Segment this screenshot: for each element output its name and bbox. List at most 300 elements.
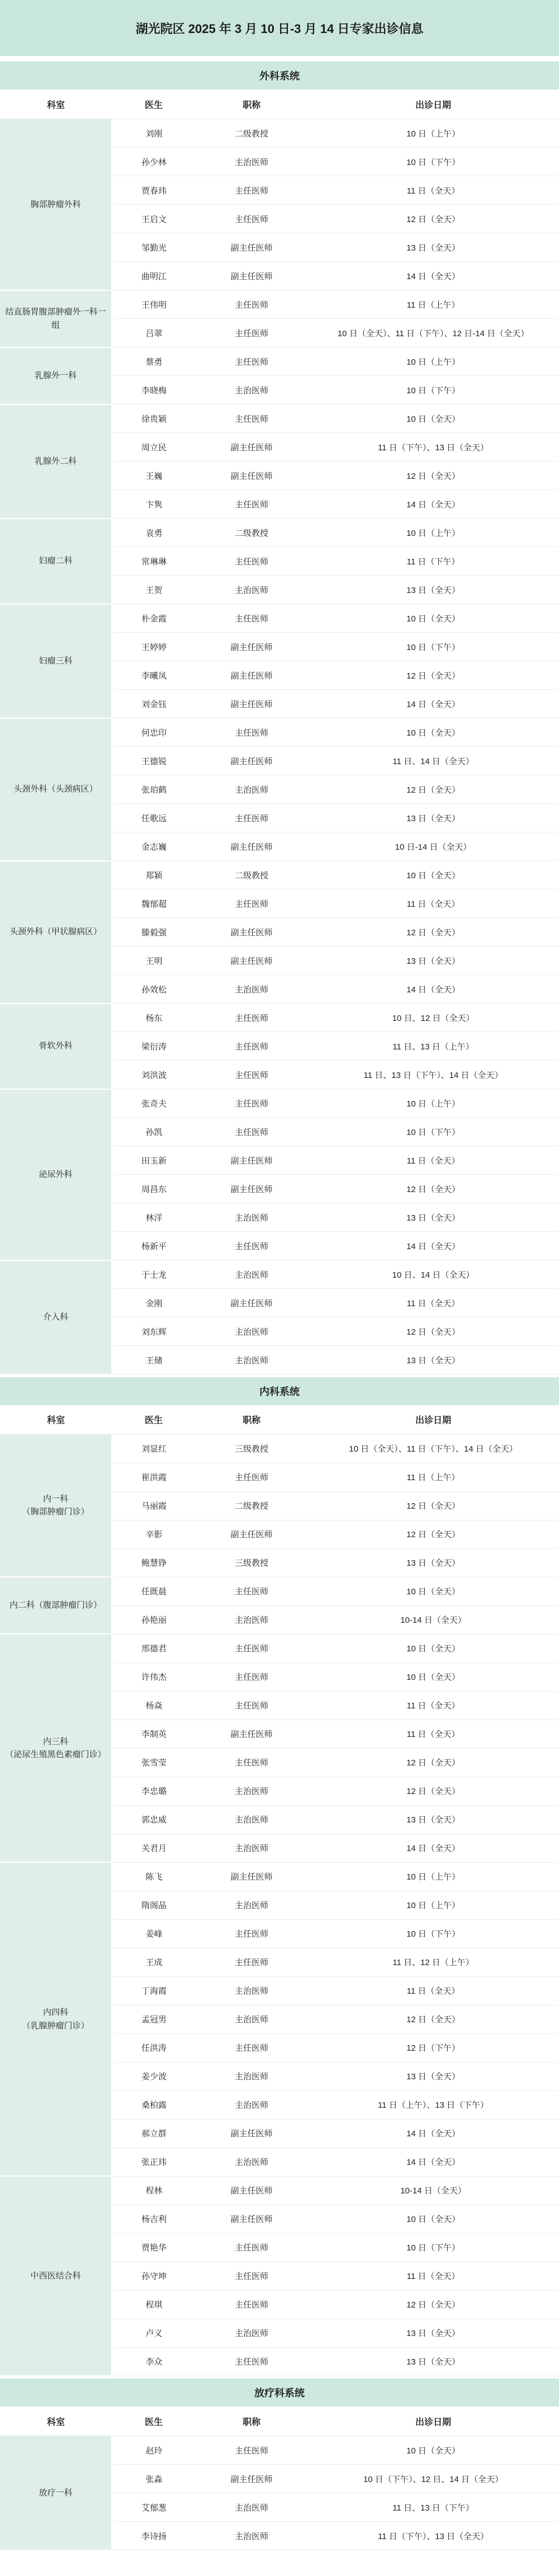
doctor-rank: 副主任医师 <box>196 918 307 946</box>
visit-dates: 10 日（全天） <box>307 1634 559 1663</box>
table-header <box>0 1405 559 1435</box>
doctor-rank: 主治医师 <box>196 1805 307 1834</box>
visit-dates: 11 日（下午） <box>307 547 559 576</box>
visit-dates: 11 日（全天） <box>307 1720 559 1748</box>
doctor-rank: 副主任医师 <box>196 690 307 718</box>
visit-dates: 12 日（全天） <box>307 1175 559 1203</box>
visit-dates: 10 日（全天） <box>307 861 559 889</box>
doctor-name: 孟冠男 <box>112 2005 196 2033</box>
doctor-rank: 副主任医师 <box>196 832 307 861</box>
doctor-name: 张雪莹 <box>112 1748 196 1777</box>
doctor-name: 任歌远 <box>112 804 196 832</box>
section-header: 放疗科系统 <box>0 2379 559 2407</box>
sections-container <box>0 62 559 2553</box>
doctor-rank: 副主任医师 <box>196 2205 307 2233</box>
doctor-name: 滕毅强 <box>112 918 196 946</box>
doctor-rank: 主治医师 <box>196 2319 307 2347</box>
visit-dates: 11 日（全天） <box>307 1289 559 1317</box>
visit-dates: 10 日（下午）、12 日、14 日（全天） <box>307 2465 559 2493</box>
dept-cell <box>0 1434 112 1577</box>
doctor-name: 徐贵颖 <box>112 404 196 433</box>
dept-name: 结直肠胃腹部肿瘤外一科一组 <box>5 307 106 330</box>
doctor-rank: 副主任医师 <box>196 2176 307 2205</box>
doctor-rank: 三级教授 <box>196 1434 307 1463</box>
doctor-name: 贾春玮 <box>112 176 196 205</box>
dept-cell <box>0 119 112 290</box>
doctor-name: 程琪 <box>112 2290 196 2319</box>
doctor-rank: 副主任医师 <box>196 946 307 975</box>
schedule-table <box>0 2407 559 2551</box>
doctor-rank: 副主任医师 <box>196 262 307 290</box>
dept-cell <box>0 861 112 1004</box>
doctor-rank: 二级教授 <box>196 519 307 547</box>
dept-name: 胸部肿瘤外科 <box>30 199 81 209</box>
doctor-name: 吕翠 <box>112 319 196 347</box>
doctor-name: 孙凯 <box>112 1118 196 1146</box>
doctor-rank: 主任医师 <box>196 205 307 233</box>
dept-name: 放疗一科 <box>39 2488 73 2498</box>
doctor-name: 刘洪波 <box>112 1061 196 1089</box>
page-title: 湖光院区 2025 年 3 月 10 日-3 月 14 日专家出诊信息 <box>0 0 559 56</box>
doctor-name: 任既晨 <box>112 1577 196 1605</box>
dept-cell <box>0 1634 112 1862</box>
doctor-name: 朴金霞 <box>112 604 196 633</box>
date-column-header: 出诊日期 <box>307 2407 559 2436</box>
table-row <box>0 1634 559 1663</box>
doctor-name: 许伟杰 <box>112 1663 196 1691</box>
doctor-name: 刘显红 <box>112 1434 196 1463</box>
visit-dates: 10 日（下午） <box>307 633 559 661</box>
doctor-name: 郑颖 <box>112 861 196 889</box>
visit-dates: 14 日（全天） <box>307 1232 559 1260</box>
table-row <box>0 347 559 376</box>
dept-cell <box>0 1577 112 1634</box>
visit-dates: 11 日、13 日（上午） <box>307 1032 559 1061</box>
visit-dates: 13 日（全天） <box>307 2347 559 2376</box>
doctor-name: 常琳琳 <box>112 547 196 576</box>
table-row <box>0 718 559 747</box>
doctor-name: 刘刚 <box>112 119 196 148</box>
dept-cell <box>0 1004 112 1089</box>
visit-dates: 10 日（上午） <box>307 1862 559 1891</box>
visit-dates: 13 日（全天） <box>307 946 559 975</box>
rank-column-header: 职称 <box>196 2407 307 2436</box>
dept-name: 头颈外科（头颈病区） <box>13 784 98 794</box>
table-row <box>0 1004 559 1032</box>
table-body <box>0 2436 559 2550</box>
doctor-name: 周昌东 <box>112 1175 196 1203</box>
doctor-name: 金志巍 <box>112 832 196 861</box>
visit-dates: 11 日（上午） <box>307 1463 559 1491</box>
visit-dates: 13 日（全天） <box>307 1346 559 1374</box>
visit-dates: 10 日（全天） <box>307 1577 559 1605</box>
doctor-name: 郝立群 <box>112 2119 196 2148</box>
doctor-name: 孙艳丽 <box>112 1605 196 1634</box>
doctor-name: 张奇夫 <box>112 1089 196 1118</box>
doctor-rank: 副主任医师 <box>196 633 307 661</box>
visit-dates: 11 日、14 日（全天） <box>307 747 559 775</box>
doctor-name: 孙少林 <box>112 148 196 176</box>
doctor-rank: 副主任医师 <box>196 1146 307 1175</box>
doctor-rank: 副主任医师 <box>196 433 307 461</box>
table-row <box>0 2436 559 2465</box>
doctor-rank: 主治医师 <box>196 148 307 176</box>
doctor-rank: 副主任医师 <box>196 461 307 490</box>
doctor-name: 李晓梅 <box>112 376 196 404</box>
doctor-rank: 主任医师 <box>196 1032 307 1061</box>
doctor-name: 于士龙 <box>112 1260 196 1289</box>
doctor-name: 孙效松 <box>112 975 196 1004</box>
doctor-name: 孙守坤 <box>112 2262 196 2290</box>
doctor-name: 崔洪霞 <box>112 1463 196 1491</box>
doctor-rank: 主任医师 <box>196 1748 307 1777</box>
visit-dates: 12 日（全天） <box>307 661 559 690</box>
dept-name: 泌尿外科 <box>39 1169 73 1179</box>
doctor-name: 陈飞 <box>112 1862 196 1891</box>
doctor-name: 田玉新 <box>112 1146 196 1175</box>
visit-dates: 10 日（上午） <box>307 119 559 148</box>
dept-cell <box>0 290 112 347</box>
doctor-name: 杨吉利 <box>112 2205 196 2233</box>
schedule-table <box>0 1405 559 2377</box>
doctor-rank: 二级教授 <box>196 119 307 148</box>
visit-dates: 10 日（全天） <box>307 2436 559 2465</box>
visit-dates: 11 日（上午）、13 日（下午） <box>307 2090 559 2119</box>
visit-dates: 13 日（全天） <box>307 1805 559 1834</box>
doctor-rank: 副主任医师 <box>196 661 307 690</box>
visit-dates: 13 日（全天） <box>307 576 559 604</box>
visit-dates: 11 日（上午） <box>307 290 559 319</box>
dept-cell <box>0 2436 112 2550</box>
table-row <box>0 2176 559 2205</box>
visit-dates: 10 日、14 日（全天） <box>307 1260 559 1289</box>
dept-cell <box>0 1862 112 2176</box>
visit-dates: 10 日（全天）、11 日（下午）、12 日-14 日（全天） <box>307 319 559 347</box>
visit-dates: 11 日（全天） <box>307 1691 559 1720</box>
visit-dates: 12 日（全天） <box>307 2005 559 2033</box>
doctor-rank: 主任医师 <box>196 490 307 519</box>
visit-dates: 10-14 日（全天） <box>307 2176 559 2205</box>
doctor-name: 姜峰 <box>112 1919 196 1948</box>
doctor-name: 刘金钰 <box>112 690 196 718</box>
doctor-rank: 主治医师 <box>196 1260 307 1289</box>
visit-dates: 11 日（全天） <box>307 1976 559 2005</box>
doctor-name: 王贺 <box>112 576 196 604</box>
table-row <box>0 1577 559 1605</box>
doctor-rank: 主任医师 <box>196 1061 307 1089</box>
dept-cell <box>0 404 112 519</box>
date-column-header: 出诊日期 <box>307 90 559 119</box>
visit-dates: 13 日（全天） <box>307 804 559 832</box>
doctor-name: 艾郁葱 <box>112 2493 196 2522</box>
visit-dates: 10 日（全天） <box>307 1663 559 1691</box>
doctor-rank: 主任医师 <box>196 1004 307 1032</box>
dept-name: 妇瘤二科 <box>39 556 73 566</box>
doctor-name: 任洪涛 <box>112 2033 196 2062</box>
doctor-rank: 主治医师 <box>196 2005 307 2033</box>
doctor-name: 王巍 <box>112 461 196 490</box>
dept-cell <box>0 604 112 718</box>
doctor-rank: 二级教授 <box>196 1491 307 1520</box>
table-row <box>0 1862 559 1891</box>
doctor-rank: 主任医师 <box>196 1463 307 1491</box>
visit-dates: 11 日（全天） <box>307 1146 559 1175</box>
dept-name: 乳腺外二科 <box>34 456 77 466</box>
table-body <box>0 1434 559 2376</box>
doctor-name: 邢德君 <box>112 1634 196 1663</box>
doctor-rank: 主任医师 <box>196 804 307 832</box>
doctor-name: 金刚 <box>112 1289 196 1317</box>
doctor-name: 隋阁晶 <box>112 1891 196 1919</box>
doctor-name: 郭忠威 <box>112 1805 196 1834</box>
doctor-rank: 主任医师 <box>196 176 307 205</box>
table-row <box>0 290 559 319</box>
visit-dates: 10 日、12 日（全天） <box>307 1004 559 1032</box>
table-row <box>0 604 559 633</box>
table-row <box>0 861 559 889</box>
visit-dates: 10 日（全天） <box>307 2205 559 2233</box>
doctor-rank: 主任医师 <box>196 1691 307 1720</box>
rank-column-header: 职称 <box>196 90 307 119</box>
visit-dates: 13 日（全天） <box>307 2319 559 2347</box>
visit-dates: 11 日、12 日（上午） <box>307 1948 559 1976</box>
doctor-rank: 主治医师 <box>196 975 307 1004</box>
doctor-name: 马丽霞 <box>112 1491 196 1520</box>
visit-dates: 14 日（全天） <box>307 2148 559 2176</box>
doctor-name: 卢义 <box>112 2319 196 2347</box>
doctor-rank: 副主任医师 <box>196 1175 307 1203</box>
doctor-rank: 主任医师 <box>196 2033 307 2062</box>
visit-dates: 10 日（上午） <box>307 519 559 547</box>
doctor-name: 周立民 <box>112 433 196 461</box>
doctor-name: 刘东辉 <box>112 1317 196 1346</box>
section-header: 外科系统 <box>0 62 559 90</box>
visit-dates: 10 日（下午） <box>307 1118 559 1146</box>
dept-name: 介入科 <box>42 1312 68 1322</box>
doctor-rank: 主任医师 <box>196 1232 307 1260</box>
rank-column-header: 职称 <box>196 1405 307 1435</box>
doctor-name: 姜少波 <box>112 2062 196 2090</box>
doctor-name: 邹勤光 <box>112 233 196 262</box>
dept-cell <box>0 2176 112 2376</box>
dept-name: （泌尿生殖黑色素瘤门诊） <box>5 1750 106 1759</box>
dept-cell <box>0 347 112 404</box>
visit-dates: 12 日（全天） <box>307 2290 559 2319</box>
doctor-name: 李制英 <box>112 1720 196 1748</box>
doctor-name: 张正玮 <box>112 2148 196 2176</box>
dept-cell <box>0 1260 112 1374</box>
doctor-rank: 主任医师 <box>196 1634 307 1663</box>
doctor-column-header: 医生 <box>112 90 196 119</box>
table-header <box>0 90 559 119</box>
doctor-rank: 主任医师 <box>196 1089 307 1118</box>
doctor-rank: 主任医师 <box>196 347 307 376</box>
doctor-name: 李曦凤 <box>112 661 196 690</box>
header-row <box>0 1405 559 1435</box>
visit-dates: 10 日（下午） <box>307 1919 559 1948</box>
doctor-rank: 副主任医师 <box>196 1862 307 1891</box>
doctor-rank: 主任医师 <box>196 889 307 918</box>
section-header: 内科系统 <box>0 1377 559 1405</box>
table-row <box>0 404 559 433</box>
dept-name: 内二科（腹部肿瘤门诊） <box>9 1600 102 1610</box>
doctor-name: 王成 <box>112 1948 196 1976</box>
visit-dates: 10 日（全天） <box>307 404 559 433</box>
doctor-column-header: 医生 <box>112 1405 196 1435</box>
visit-dates: 14 日（全天） <box>307 690 559 718</box>
doctor-rank: 主治医师 <box>196 2148 307 2176</box>
doctor-rank: 主任医师 <box>196 547 307 576</box>
doctor-name: 林洋 <box>112 1203 196 1232</box>
doctor-name: 蔡勇 <box>112 347 196 376</box>
doctor-rank: 主任医师 <box>196 604 307 633</box>
doctor-name: 程林 <box>112 2176 196 2205</box>
doctor-rank: 主任医师 <box>196 1577 307 1605</box>
dept-name: 骨软外科 <box>39 1041 73 1051</box>
visit-dates: 14 日（全天） <box>307 975 559 1004</box>
visit-dates: 10 日-14 日（全天） <box>307 832 559 861</box>
doctor-rank: 主治医师 <box>196 1777 307 1805</box>
table-body <box>0 119 559 1374</box>
doctor-name: 辛影 <box>112 1520 196 1548</box>
dept-name: （乳腺肿瘤门诊） <box>22 2021 89 2031</box>
doctor-rank: 主治医师 <box>196 2522 307 2550</box>
visit-dates: 10 日（下午） <box>307 2233 559 2262</box>
doctor-name: 丁海霞 <box>112 1976 196 2005</box>
visit-dates: 14 日（全天） <box>307 490 559 519</box>
doctor-rank: 主治医师 <box>196 376 307 404</box>
table-row <box>0 1260 559 1289</box>
doctor-rank: 主任医师 <box>196 2347 307 2376</box>
visit-dates: 14 日（全天） <box>307 2119 559 2148</box>
doctor-rank: 主任医师 <box>196 1663 307 1691</box>
dept-cell <box>0 519 112 604</box>
doctor-name: 杨东 <box>112 1004 196 1032</box>
doctor-name: 张淼 <box>112 2465 196 2493</box>
dept-name: 内一科 <box>42 1494 68 1504</box>
visit-dates: 13 日（全天） <box>307 1203 559 1232</box>
doctor-name: 袁勇 <box>112 519 196 547</box>
doctor-name: 杨新平 <box>112 1232 196 1260</box>
doctor-name: 王明 <box>112 946 196 975</box>
doctor-name: 王伟明 <box>112 290 196 319</box>
schedule-table <box>0 90 559 1375</box>
doctor-rank: 主任医师 <box>196 2436 307 2465</box>
visit-dates: 12 日（全天） <box>307 461 559 490</box>
visit-dates: 10 日（全天） <box>307 718 559 747</box>
section-gap <box>0 2551 559 2553</box>
visit-dates: 11 日（全天） <box>307 176 559 205</box>
doctor-name: 桑柏露 <box>112 2090 196 2119</box>
doctor-name: 王储 <box>112 1346 196 1374</box>
visit-dates: 12 日（全天） <box>307 1777 559 1805</box>
doctor-name: 杨焱 <box>112 1691 196 1720</box>
doctor-rank: 主任医师 <box>196 2262 307 2290</box>
doctor-name: 曲明江 <box>112 262 196 290</box>
doctor-rank: 主任医师 <box>196 404 307 433</box>
doctor-rank: 主治医师 <box>196 2090 307 2119</box>
doctor-name: 关君月 <box>112 1834 196 1862</box>
dept-name: 中西医结合科 <box>30 2271 81 2281</box>
visit-dates: 12 日（全天） <box>307 775 559 804</box>
header-row <box>0 90 559 119</box>
doctor-rank: 主任医师 <box>196 1948 307 1976</box>
visit-dates: 14 日（全天） <box>307 1834 559 1862</box>
doctor-rank: 副主任医师 <box>196 2119 307 2148</box>
table-row <box>0 1434 559 1463</box>
visit-dates: 10 日（全天） <box>307 604 559 633</box>
doctor-rank: 副主任医师 <box>196 1289 307 1317</box>
doctor-name: 鲍慧铮 <box>112 1548 196 1577</box>
visit-dates: 10 日（下午） <box>307 376 559 404</box>
doctor-name: 王婷婷 <box>112 633 196 661</box>
doctor-rank: 副主任医师 <box>196 233 307 262</box>
doctor-name: 李诗扬 <box>112 2522 196 2550</box>
visit-dates: 12 日（下午） <box>307 2033 559 2062</box>
doctor-rank: 主治医师 <box>196 1976 307 2005</box>
doctor-rank: 副主任医师 <box>196 1720 307 1748</box>
doctor-rank: 主治医师 <box>196 2493 307 2522</box>
doctor-rank: 主任医师 <box>196 1919 307 1948</box>
title-divider <box>0 56 559 62</box>
doctor-name: 魏郁超 <box>112 889 196 918</box>
visit-dates: 14 日（全天） <box>307 262 559 290</box>
visit-dates: 11 日、13 日（下午）、14 日（全天） <box>307 1061 559 1089</box>
doctor-rank: 主治医师 <box>196 1317 307 1346</box>
visit-dates: 11 日（下午）、13 日（全天） <box>307 433 559 461</box>
visit-dates: 13 日（全天） <box>307 233 559 262</box>
visit-dates: 12 日（全天） <box>307 918 559 946</box>
doctor-rank: 主治医师 <box>196 1346 307 1374</box>
visit-dates: 13 日（全天） <box>307 2062 559 2090</box>
visit-dates: 11 日（全天） <box>307 889 559 918</box>
doctor-rank: 副主任医师 <box>196 747 307 775</box>
doctor-rank: 主治医师 <box>196 1891 307 1919</box>
doctor-rank: 副主任医师 <box>196 1520 307 1548</box>
doctor-rank: 三级教授 <box>196 1548 307 1577</box>
visit-dates: 13 日（全天） <box>307 1548 559 1577</box>
visit-dates: 12 日（全天） <box>307 1748 559 1777</box>
doctor-name: 赵玲 <box>112 2436 196 2465</box>
table-row <box>0 119 559 148</box>
table-header <box>0 2407 559 2436</box>
doctor-rank: 主治医师 <box>196 1203 307 1232</box>
doctor-rank: 主任医师 <box>196 319 307 347</box>
dept-name: 头颈外科（甲状腺病区） <box>9 927 102 937</box>
visit-dates: 11 日（下午）、13 日（全天） <box>307 2522 559 2550</box>
table-row <box>0 1089 559 1118</box>
visit-dates: 10 日（上午） <box>307 1891 559 1919</box>
visit-dates: 10 日（全天）、11 日（下午）、14 日（全天） <box>307 1434 559 1463</box>
doctor-rank: 二级教授 <box>196 861 307 889</box>
doctor-rank: 主治医师 <box>196 2062 307 2090</box>
dept-cell <box>0 1089 112 1260</box>
doctor-name: 张珀鹤 <box>112 775 196 804</box>
doctor-name: 李忠璐 <box>112 1777 196 1805</box>
visit-dates: 11 日（全天） <box>307 2262 559 2290</box>
doctor-column-header: 医生 <box>112 2407 196 2436</box>
visit-dates: 10 日（上午） <box>307 347 559 376</box>
dept-cell <box>0 718 112 861</box>
doctor-rank: 主治医师 <box>196 1605 307 1634</box>
date-column-header: 出诊日期 <box>307 1405 559 1435</box>
dept-name: 内四科 <box>42 2008 68 2018</box>
table-row <box>0 519 559 547</box>
dept-name: 妇瘤三科 <box>39 656 73 666</box>
visit-dates: 10-14 日（全天） <box>307 1605 559 1634</box>
visit-dates: 12 日（全天） <box>307 205 559 233</box>
dept-name: （胸部肿瘤门诊） <box>22 1507 89 1517</box>
